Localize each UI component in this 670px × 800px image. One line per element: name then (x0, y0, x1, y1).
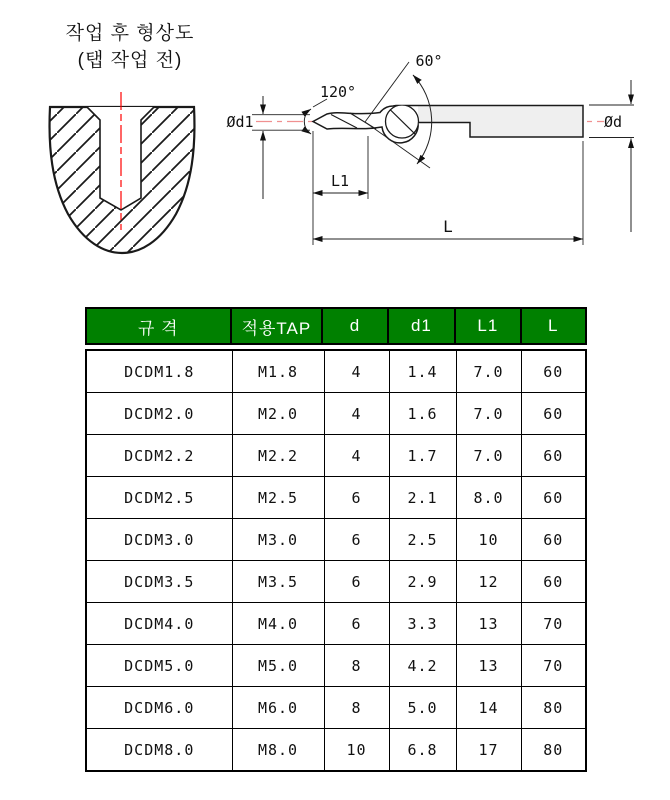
column-header-d: d (323, 309, 386, 343)
table-cell: 8 (324, 645, 389, 687)
column-header-l: L (522, 309, 585, 343)
table-cell: 70 (521, 645, 586, 687)
table-cell: M2.2 (232, 435, 324, 477)
label-len-pilot: L1 (330, 172, 350, 190)
table-cell: DCDM8.0 (86, 729, 232, 772)
table-cell: 8 (324, 687, 389, 729)
table-row (86, 645, 586, 687)
table-cell: 6 (324, 519, 389, 561)
table-cell: 6 (324, 477, 389, 519)
table-cell: 14 (456, 687, 521, 729)
table-cell: M6.0 (232, 687, 324, 729)
table-row (86, 435, 586, 477)
table-row (86, 729, 586, 772)
hole-cross-section (50, 92, 195, 253)
table-cell: 2.1 (389, 477, 456, 519)
spec-table-body-table (85, 349, 587, 772)
dia-pilot-dimension (226, 96, 310, 199)
table-cell: 8.0 (456, 477, 521, 519)
table-cell: 60 (521, 519, 586, 561)
page-title-line1: 작업 후 형상도 (65, 23, 195, 44)
table-cell: 4 (324, 350, 389, 393)
table-cell: 60 (521, 435, 586, 477)
column-header-l1: L1 (456, 309, 519, 343)
table-cell: 2.9 (389, 561, 456, 603)
page-title-line2: (탭 작업 전) (77, 50, 183, 71)
table-cell: M3.0 (232, 519, 324, 561)
table-cell: 80 (521, 729, 586, 772)
table-cell: 6 (324, 561, 389, 603)
table-cell: M4.0 (232, 603, 324, 645)
label-dia-shank: Ød (603, 113, 623, 131)
column-header-tap: 적용TAP (232, 309, 322, 343)
table-cell: 17 (456, 729, 521, 772)
table-cell: DCDM2.5 (86, 477, 232, 519)
table-cell: 13 (456, 645, 521, 687)
table-cell: DCDM6.0 (86, 687, 232, 729)
table-cell: 12 (456, 561, 521, 603)
tool-side-view (226, 52, 634, 245)
table-cell: 7.0 (456, 435, 521, 477)
table-cell: M1.8 (232, 350, 324, 393)
table-row (86, 519, 586, 561)
table-cell: 4 (324, 393, 389, 435)
table-cell: 2.5 (389, 519, 456, 561)
dia-shank-dimension (589, 80, 634, 232)
table-cell: 5.0 (389, 687, 456, 729)
table-cell: 1.6 (389, 393, 456, 435)
table-cell: DCDM2.0 (86, 393, 232, 435)
table-cell: 60 (521, 350, 586, 393)
column-header-d1: d1 (389, 309, 454, 343)
spec-table-body (86, 350, 586, 771)
table-cell: 7.0 (456, 393, 521, 435)
table-cell: 7.0 (456, 350, 521, 393)
spec-table-header (85, 307, 587, 345)
spec-table (85, 307, 587, 772)
len-pilot-dimension (313, 131, 368, 245)
table-cell: M2.0 (232, 393, 324, 435)
table-cell: 1.4 (389, 350, 456, 393)
table-cell: DCDM4.0 (86, 603, 232, 645)
label-len-total: L (443, 217, 453, 236)
table-cell: DCDM2.2 (86, 435, 232, 477)
table-cell: 6.8 (389, 729, 456, 772)
table-cell: 13 (456, 603, 521, 645)
table-cell: DCDM5.0 (86, 645, 232, 687)
table-cell: DCDM3.0 (86, 519, 232, 561)
shank-fill (418, 106, 583, 138)
technical-drawing (0, 0, 670, 292)
table-cell: M3.5 (232, 561, 324, 603)
table-cell: 1.7 (389, 435, 456, 477)
table-cell: 10 (456, 519, 521, 561)
table-cell: DCDM1.8 (86, 350, 232, 393)
table-row (86, 350, 586, 393)
table-cell: M5.0 (232, 645, 324, 687)
table-cell: 70 (521, 603, 586, 645)
table-cell: 6 (324, 603, 389, 645)
table-cell: DCDM3.5 (86, 561, 232, 603)
table-row (86, 561, 586, 603)
column-header-spec: 규 격 (87, 309, 230, 343)
table-cell: 10 (324, 729, 389, 772)
label-point-angle: 120° (319, 83, 357, 101)
table-row (86, 603, 586, 645)
table-cell: 3.3 (389, 603, 456, 645)
table-cell: 60 (521, 561, 586, 603)
table-row (86, 687, 586, 729)
label-countersink-angle: 60° (415, 52, 443, 70)
table-cell: 60 (521, 477, 586, 519)
table-row (86, 477, 586, 519)
table-cell: 60 (521, 393, 586, 435)
table-cell: M8.0 (232, 729, 324, 772)
table-cell: 4.2 (389, 645, 456, 687)
table-cell: 4 (324, 435, 389, 477)
label-dia-pilot: Ød1 (226, 113, 254, 131)
table-cell: M2.5 (232, 477, 324, 519)
table-row (86, 393, 586, 435)
table-cell: 80 (521, 687, 586, 729)
